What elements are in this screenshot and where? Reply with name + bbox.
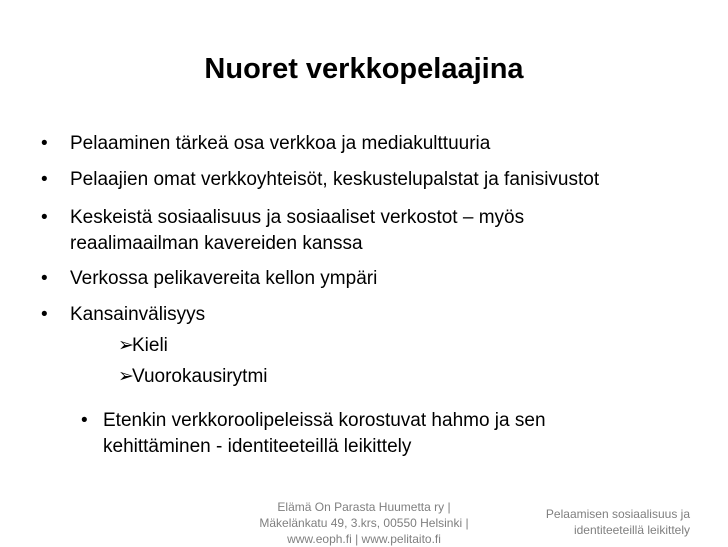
bullet-item: [41, 205, 581, 257]
bullet-icon: •: [41, 304, 48, 325]
footer-links: www.eoph.fi | www.pelitaito.fi: [287, 532, 441, 546]
bullet-icon: •: [81, 410, 88, 431]
footer-right-line: Pelaamisen sosiaalisuus ja: [545, 507, 690, 521]
bullet-text: Kansainvälisyys: [70, 304, 206, 325]
sub-bullet-item: [118, 333, 168, 359]
bullet-text: Pelaaminen tärkeä osa verkkoa ja mediakulttuuria: [70, 133, 491, 154]
bullet-text: Keskeistä sosiaalisuus ja sosiaaliset verkostot – myös reaalimaailman kavereiden kanssa: [70, 207, 525, 254]
arrow-bullet-icon: ➢: [118, 366, 134, 387]
bullet-text: Pelaajien omat verkkoyhteisöt, keskustelupalstat ja fanisivustot: [70, 169, 600, 190]
slide-title: Nuoret verkkopelaajina: [204, 53, 524, 85]
sub-bullet-text: Kieli: [132, 335, 168, 356]
footer-right-line: identiteeteillä leikittely: [573, 523, 690, 537]
sub-bullet-item: [118, 364, 268, 390]
bullet-item: [81, 408, 601, 460]
bullet-item: [41, 131, 701, 157]
bullet-item: [41, 266, 701, 292]
footer-center: [248, 499, 480, 547]
bullet-icon: •: [41, 207, 48, 228]
bullet-text: Etenkin verkkoroolipeleissä korostuvat hahmo ja sen kehittäminen - identiteeteillä leikittely: [103, 410, 546, 457]
bullet-text: Verkossa pelikavereita kellon ympäri: [70, 268, 378, 289]
bullet-item: [41, 167, 701, 193]
sub-bullet-text: Vuorokausirytmi: [132, 366, 268, 387]
bullet-item: [41, 302, 701, 328]
footer-right: [530, 506, 690, 538]
footer-line: Elämä On Parasta Huumetta ry |: [277, 500, 451, 514]
bullet-icon: •: [41, 268, 48, 289]
bullet-icon: •: [41, 169, 48, 190]
bullet-icon: •: [41, 133, 48, 154]
arrow-bullet-icon: ➢: [118, 335, 134, 356]
footer-line: Mäkelänkatu 49, 3.krs, 00550 Helsinki |: [259, 516, 469, 530]
